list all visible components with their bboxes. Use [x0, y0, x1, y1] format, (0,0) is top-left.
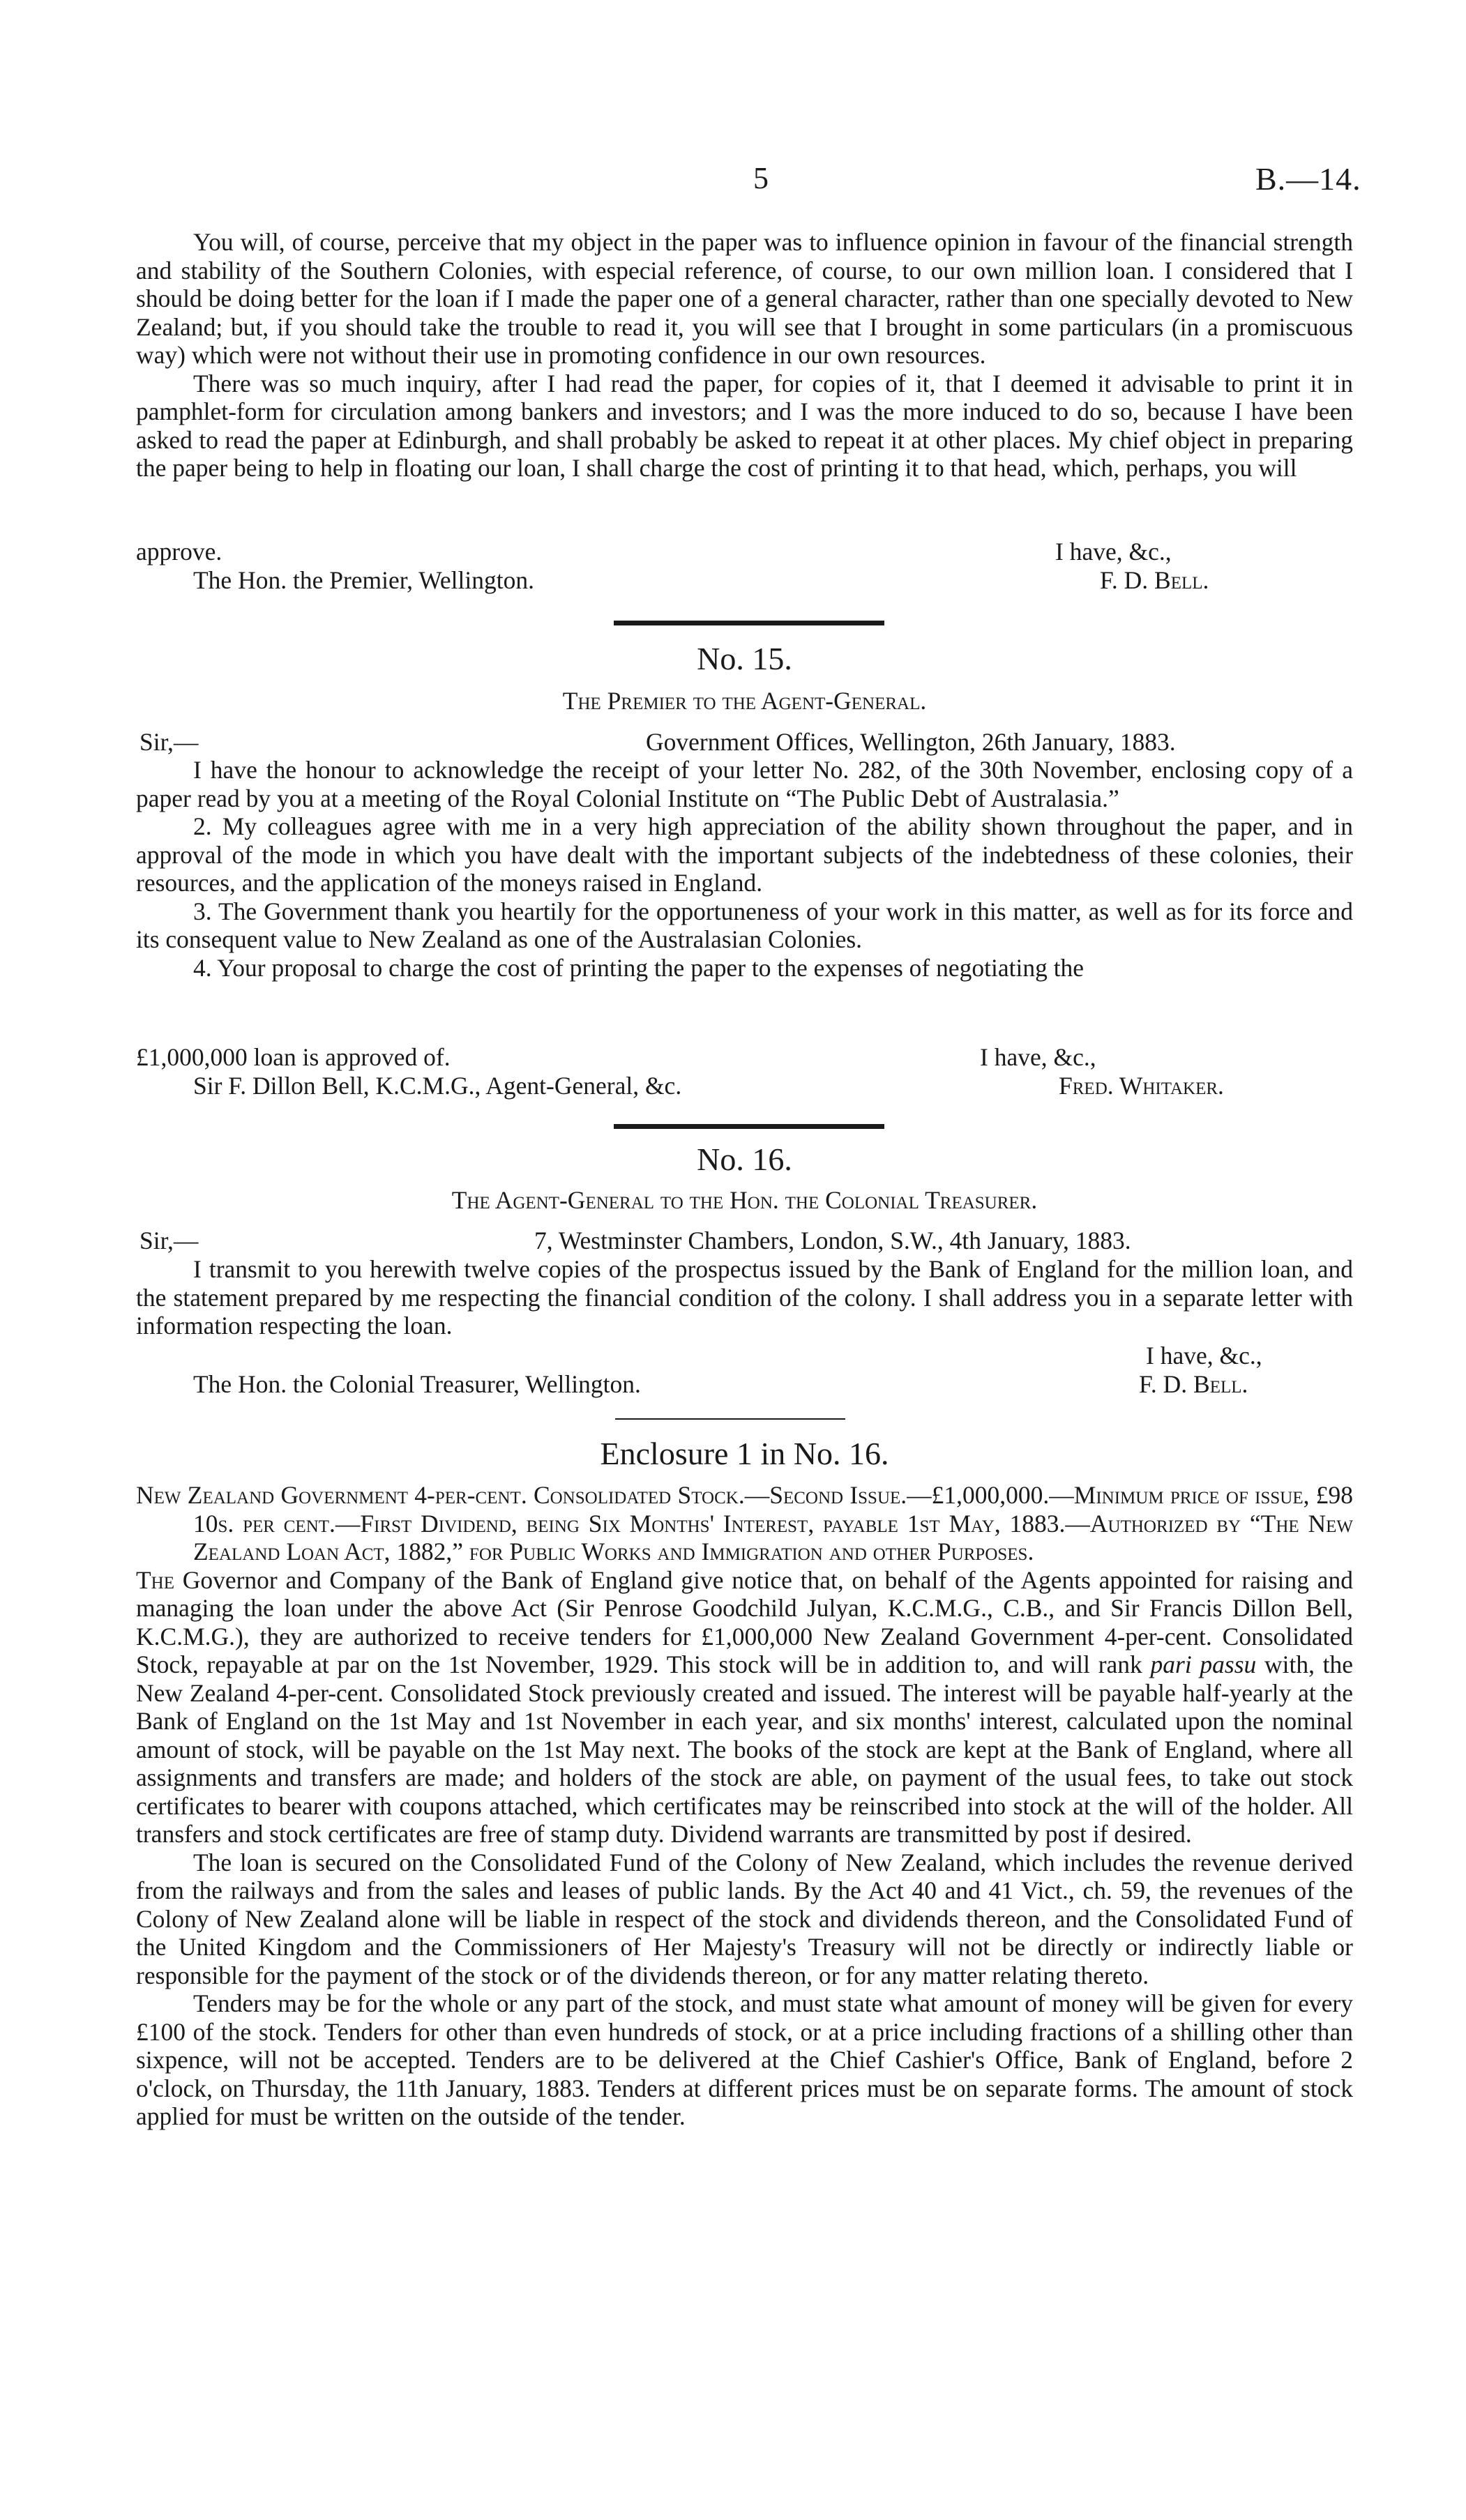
intro-paragraph-2: There was so much inquiry, after I had read the paper, for copies of it, that I deemed it advisable to print it in pamphlet-form for circulation among bankers and investors; and I was the more induced to do so, because I have been asked to read the paper at Edinburgh, and shall probably be asked to repeat it at other places. My chief object in preparing the paper being to help in floating our loan, I shall charge the cost of printing it to that head, which, perhaps, you will — [136, 369, 1353, 482]
no15-signature: Fred. Whitaker. — [1059, 1072, 1224, 1100]
no16-signature: F. D. Bell. — [1139, 1370, 1248, 1398]
thin-divider — [615, 1418, 845, 1420]
enclosure-paragraph-1-lead: The — [136, 1565, 175, 1594]
no15-paragraph-2: 2. My colleagues agree with me in a very high appreciation of the ability shown throughout the paper, and in approval of the mode in which you have dealt with the important subjects of the indebtedness of these colonies, their resources, and the application of the moneys raised in England. — [136, 812, 1353, 897]
no16-addressee: The Hon. the Colonial Treasurer, Wellington. — [193, 1370, 641, 1398]
no15-paragraph-3: 3. The Government thank you heartily for the opportuneness of your work in this matter, as well as for its force and its consequent value to New Zealand as one of the Australasian Colonies. — [136, 897, 1353, 953]
enclosure-body — [136, 1481, 1353, 2131]
intro-addressee: The Hon. the Premier, Wellington. — [193, 566, 535, 594]
enclosure-heading — [136, 1481, 1353, 1566]
intro-closing: I have, &c., — [1055, 538, 1172, 566]
no16-title: No. 16. — [697, 1141, 792, 1177]
no16-closing: I have, &c., — [1146, 1342, 1262, 1369]
section-divider — [614, 1124, 884, 1129]
enclosure-paragraph-1-b: with, the New Zealand 4-per-cent. Consolidated Stock previously created and issued. The interest will be payable half-yearly at the Bank of England on the 1st May and 1st November in each year, and six months' interest, calculated upon the nominal amount of stock, will be payable on the 1st May next. The books of the stock are kept at the Bank of England, where all assignments and transfers are made; and holders of the stock are able, on payment of the usual fees, to take out stock certificates to bearer with coupons attached, which certificates may be reinscribed into stock at the will of the holder. All transfers and stock certificates are free of stamp duty. Dividend warrants are transmitted by post if desired. — [136, 1650, 1354, 1848]
intro-approve: approve. — [136, 538, 222, 566]
enclosure-paragraph-2: The loan is secured on the Consolidated Fund of the Colony of New Zealand, which includes the revenue derived from the railways and from the sales and leases of public lands. By the Act 40 and 41 Vict., ch. 59, the revenues of the Colony of New Zealand alone will be liable in respect of the stock and dividends thereon, and the Consolidated Fund of the United Kingdom and the Commissioners of Her Majesty's Treasury will not be directly or indirectly liable or responsible for the payment of the stock or of the dividends thereon, or for any matter relating thereto. — [136, 1848, 1353, 1989]
no15-salutation: Sir,— — [139, 728, 199, 756]
section-divider — [614, 621, 884, 625]
document-reference: B.—14. — [1255, 161, 1361, 197]
intro-signature: F. D. Bell. — [1100, 566, 1209, 594]
no16-salutation: Sir,— — [139, 1227, 199, 1254]
no16-dateline: 7, Westminster Chambers, London, S.W., 4th January, 1883. — [534, 1227, 1131, 1254]
no16-paragraph-1: I transmit to you herewith twelve copies of the prospectus issued by the Bank of England for the million loan, and the statement prepared by me respecting the financial condition of the colony. I shall address you in a separate letter with information respecting the loan. — [136, 1255, 1353, 1339]
no15-paragraph-4: 4. Your proposal to charge the cost of printing the paper to the expenses of negotiating the — [193, 953, 1085, 982]
no15-paragraph-1: I have the honour to acknowledge the receipt of your letter No. 282, of the 30th November, enclosing copy of a paper read by you at a meeting of the Royal Colonial Institute on “The Public Debt of Australasia.” — [136, 756, 1353, 812]
enclosure-paragraph-3: Tenders may be for the whole or any part of the stock, and must state what amount of money will be given for every £100 of the stock. Tenders for other than even hundreds of stock, or at a price including fractions of a shilling other than sixpence, will not be accepted. Tenders are to be delivered at the Chief Cashier's Office, Bank of England, before 2 o'clock, on Thursday, the 11th January, 1883. Tenders at different prices must be on separate forms. The amount of stock applied for must be written on the outside of the tender. — [136, 1989, 1353, 2130]
no15-body — [136, 756, 1353, 982]
enclosure-paragraph-1-italic: pari passu — [1150, 1650, 1257, 1678]
no16-body — [136, 1255, 1353, 1340]
enclosure-heading-text: New Zealand Government 4-per-cent. Consolidated Stock.—Second Issue.—£1,000,000.—Minimum price of issue, £98 10s. per cent.—First Dividend, being Six Months' Interest, payable 1st May, 1883.—Authorized by “The New Zealand Loan Act, 1882,” for Public Works and Immigration and other Purposes. — [136, 1481, 1353, 1565]
intro-letter-body — [136, 228, 1353, 483]
intro-paragraph-1: You will, of course, perceive that my object in the paper was to influence opinion in favour of the financial strength and stability of the Southern Colonies, with especial reference, of course, to our own million loan. I considered that I should be doing better for the loan if I made the paper one of a general character, rather than one specially devoted to New Zealand; but, if you should take the trouble to read it, you will see that I brought in some particulars (in a promiscuous way) which were not without their use in promoting confidence in our own resources. — [136, 228, 1353, 369]
enclosure-title: Enclosure 1 in No. 16. — [600, 1436, 889, 1471]
no15-subtitle: The Premier to the Agent-General. — [562, 687, 927, 715]
no15-title: No. 15. — [697, 641, 792, 676]
enclosure-paragraph-1 — [136, 1566, 1353, 1849]
no15-addressee: Sir F. Dillon Bell, K.C.M.G., Agent-General, &c. — [193, 1072, 682, 1100]
no16-subtitle: The Agent-General to the Hon. the Colonial Treasurer. — [451, 1186, 1038, 1214]
enclosure-paragraph-1-a: Governor and Company of the Bank of England give notice that, on behalf of the Agents appointed for raising and managing the loan under the above Act (Sir Penrose Goodchild Julyan, K.C.M.G., C.B., and Sir Francis Dillon Bell, K.C.M.G.), they are authorized to receive tenders for £1,000,000 New Zealand Government 4-per-cent. Consolidated Stock, repayable at par on the 1st November, 1929. This stock will be in addition to, and will rank — [136, 1565, 1354, 1678]
page-number: 5 — [753, 161, 769, 195]
no15-paragraph-4-end: £1,000,000 loan is approved of. — [136, 1043, 451, 1071]
no15-dateline: Government Offices, Wellington, 26th January, 1883. — [646, 728, 1176, 756]
no15-closing: I have, &c., — [980, 1043, 1096, 1071]
